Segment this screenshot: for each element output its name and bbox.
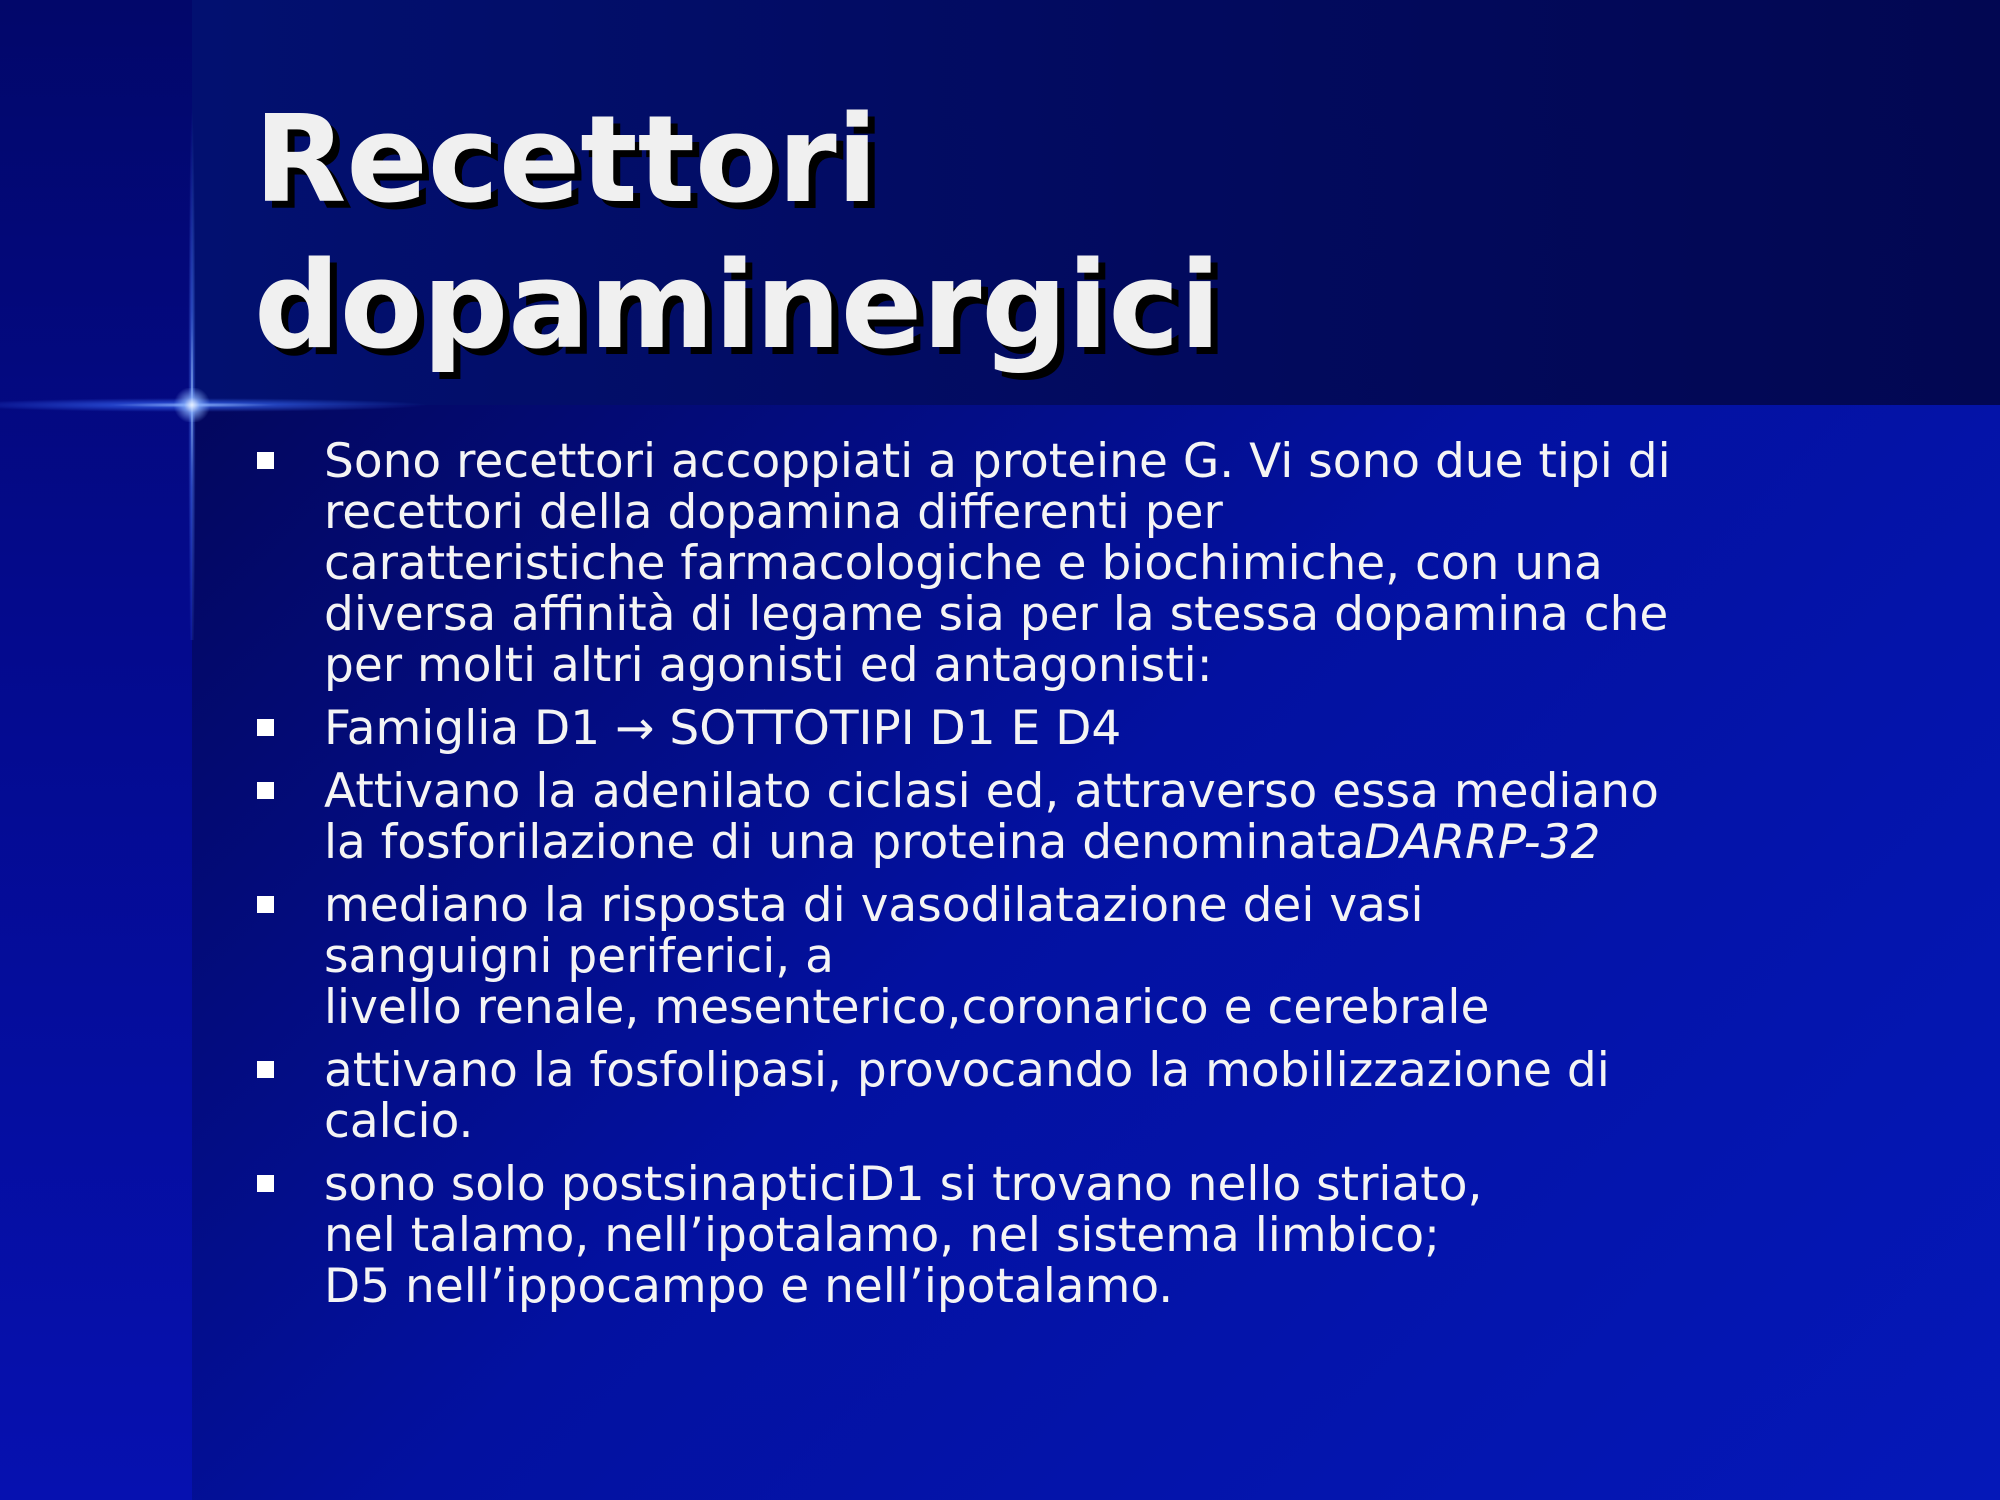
square-bullet-icon bbox=[257, 1175, 274, 1192]
bullet-item bbox=[254, 766, 1874, 868]
bullet-list bbox=[254, 436, 1874, 1324]
square-bullet-icon bbox=[257, 1061, 274, 1078]
bullet-item bbox=[254, 1159, 1874, 1312]
light-flare-core bbox=[172, 388, 212, 422]
bullet-text: sono solo postsinapticiD1 si trovano nello striato, nel talamo, nell’ipotalamo, nel sistema limbico; D5 nell’ippocampo e nell’ipotalamo. bbox=[324, 1157, 1483, 1314]
square-bullet-icon bbox=[257, 719, 274, 736]
bullet-item bbox=[254, 1045, 1874, 1147]
square-bullet-icon bbox=[257, 782, 274, 799]
bullet-item bbox=[254, 703, 1874, 754]
square-bullet-icon bbox=[257, 452, 274, 469]
left-band bbox=[0, 0, 192, 1500]
bullet-text: Famiglia D1 → SOTTOTIPI D1 E D4 bbox=[324, 701, 1122, 756]
bullet-text: attivano la fosfolipasi, provocando la mobilizzazione di calcio. bbox=[324, 1043, 1610, 1149]
bullet-item bbox=[254, 436, 1874, 691]
bullet-italic-term: DARRP-32 bbox=[1364, 815, 1601, 870]
light-flare-horizontal bbox=[0, 398, 430, 412]
bullet-text: Attivano la adenilato ciclasi ed, attraverso essa mediano la fosforilazione di una proteina denominata bbox=[324, 764, 1659, 870]
bullet-item bbox=[254, 880, 1874, 1033]
bullet-text: Sono recettori accoppiati a proteine G. Vi sono due tipi di recettori della dopamina differenti per caratteristiche farmacologiche e biochimiche, con una diversa affinità di legame sia per la stessa dopamina che per molti altri agonisti ed antagonisti: bbox=[324, 434, 1671, 693]
light-flare-vertical bbox=[188, 80, 196, 640]
slide-title: Recettori dopaminergici bbox=[254, 91, 1221, 376]
square-bullet-icon bbox=[257, 896, 274, 913]
bullet-text: mediano la risposta di vasodilatazione dei vasi sanguigni periferici, a livello renale, mesenterico,coronarico e cerebrale bbox=[324, 878, 1490, 1035]
